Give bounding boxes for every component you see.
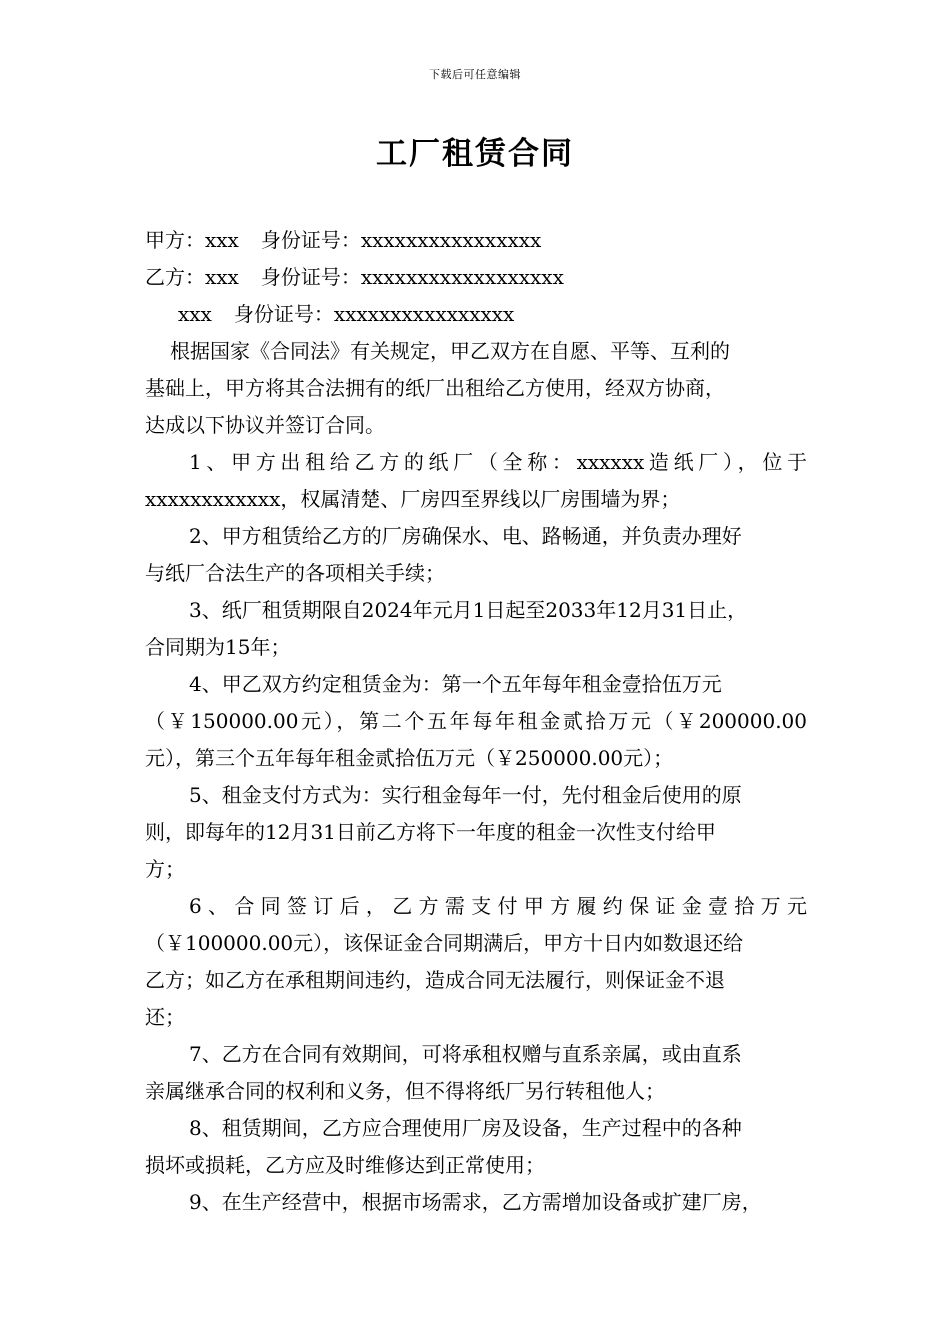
party-b2-name: xxx (178, 302, 212, 326)
clause-5-line-1: 5、租金支付方式为：实行租金每年一付，先付租金后使用的原 (189, 783, 742, 807)
clause-7-line-1: 7、乙方在合同有效期间，可将承租权赠与直系亲属，或由直系 (189, 1042, 742, 1066)
clause-5-line-3: 方； (145, 857, 185, 881)
document-body (145, 222, 807, 1221)
party-b2-line (145, 296, 807, 333)
document-title: 工厂租赁合同 (376, 136, 574, 172)
party-a-id: 身份证号：xxxxxxxxxxxxxxxx (260, 228, 542, 252)
party-b-id: 身份证号：xxxxxxxxxxxxxxxxxx (260, 265, 564, 289)
clause-3-line-2: 合同期为15年； (145, 635, 291, 659)
clause-3-line-1: 3、纸厂租赁期限自2024年元月1日起至2033年12月31日止， (189, 598, 748, 622)
clause-8-line-1: 8、租赁期间，乙方应合理使用厂房及设备，生产过程中的各种 (189, 1116, 742, 1140)
header-note: 下载后可任意编辑 (429, 68, 521, 81)
clause-6-line-1: 6、合同签订后，乙方需支付甲方履约保证金壹拾万元 (189, 894, 807, 918)
clause-8-line-2: 损坏或损耗，乙方应及时维修达到正常使用； (145, 1153, 545, 1177)
clause-7-line-2: 亲属继承合同的权利和义务，但不得将纸厂另行转租他人； (145, 1079, 665, 1103)
party-a-line (145, 222, 807, 259)
party-a-name: 甲方：xxx (145, 228, 239, 252)
clause-6-line-3: 乙方；如乙方在承租期间违约，造成合同无法履行，则保证金不退 (145, 968, 725, 992)
clause-4-line-3: 元），第三个五年每年租金贰拾伍万元（￥250000.00元）； (145, 746, 674, 770)
preamble-line-2: 基础上，甲方将其合法拥有的纸厂出租给乙方使用，经双方协商， (145, 376, 725, 400)
clause-6-line-2: （￥100000.00元），该保证金合同期满后，甲方十日内如数退还给 (145, 931, 744, 955)
clause-2-line-2: 与纸厂合法生产的各项相关手续； (145, 561, 445, 585)
clause-1-line-1: 1、甲方出租给乙方的纸厂（全称：xxxxxx造纸厂），位于 (189, 450, 807, 474)
clause-4-line-2: （￥150000.00元），第二个五年每年租金贰拾万元（￥200000.00 (145, 709, 807, 733)
preamble-line-1: 根据国家《合同法》有关规定，甲乙双方在自愿、平等、互利的 (170, 339, 730, 363)
clause-6-line-4: 还； (145, 1005, 185, 1029)
party-b-line (145, 259, 807, 296)
clause-2-line-1: 2、甲方租赁给乙方的厂房确保水、电、路畅通，并负责办理好 (189, 524, 742, 548)
clause-1-line-2: xxxxxxxxxxxx，权属清楚、厂房四至界线以厂房围墙为界； (145, 487, 681, 511)
clause-5-line-2: 则，即每年的12月31日前乙方将下一年度的租金一次性支付给甲 (145, 820, 716, 844)
clause-4-line-1: 4、甲乙双方约定租赁金为：第一个五年每年租金壹拾伍万元 (189, 672, 722, 696)
party-b-name: 乙方：xxx (145, 265, 239, 289)
clause-9-line-1: 9、在生产经营中，根据市场需求，乙方需增加设备或扩建厂房， (189, 1190, 762, 1214)
preamble-line-3: 达成以下协议并签订合同。 (145, 413, 385, 437)
party-b2-id: 身份证号：xxxxxxxxxxxxxxxx (233, 302, 515, 326)
